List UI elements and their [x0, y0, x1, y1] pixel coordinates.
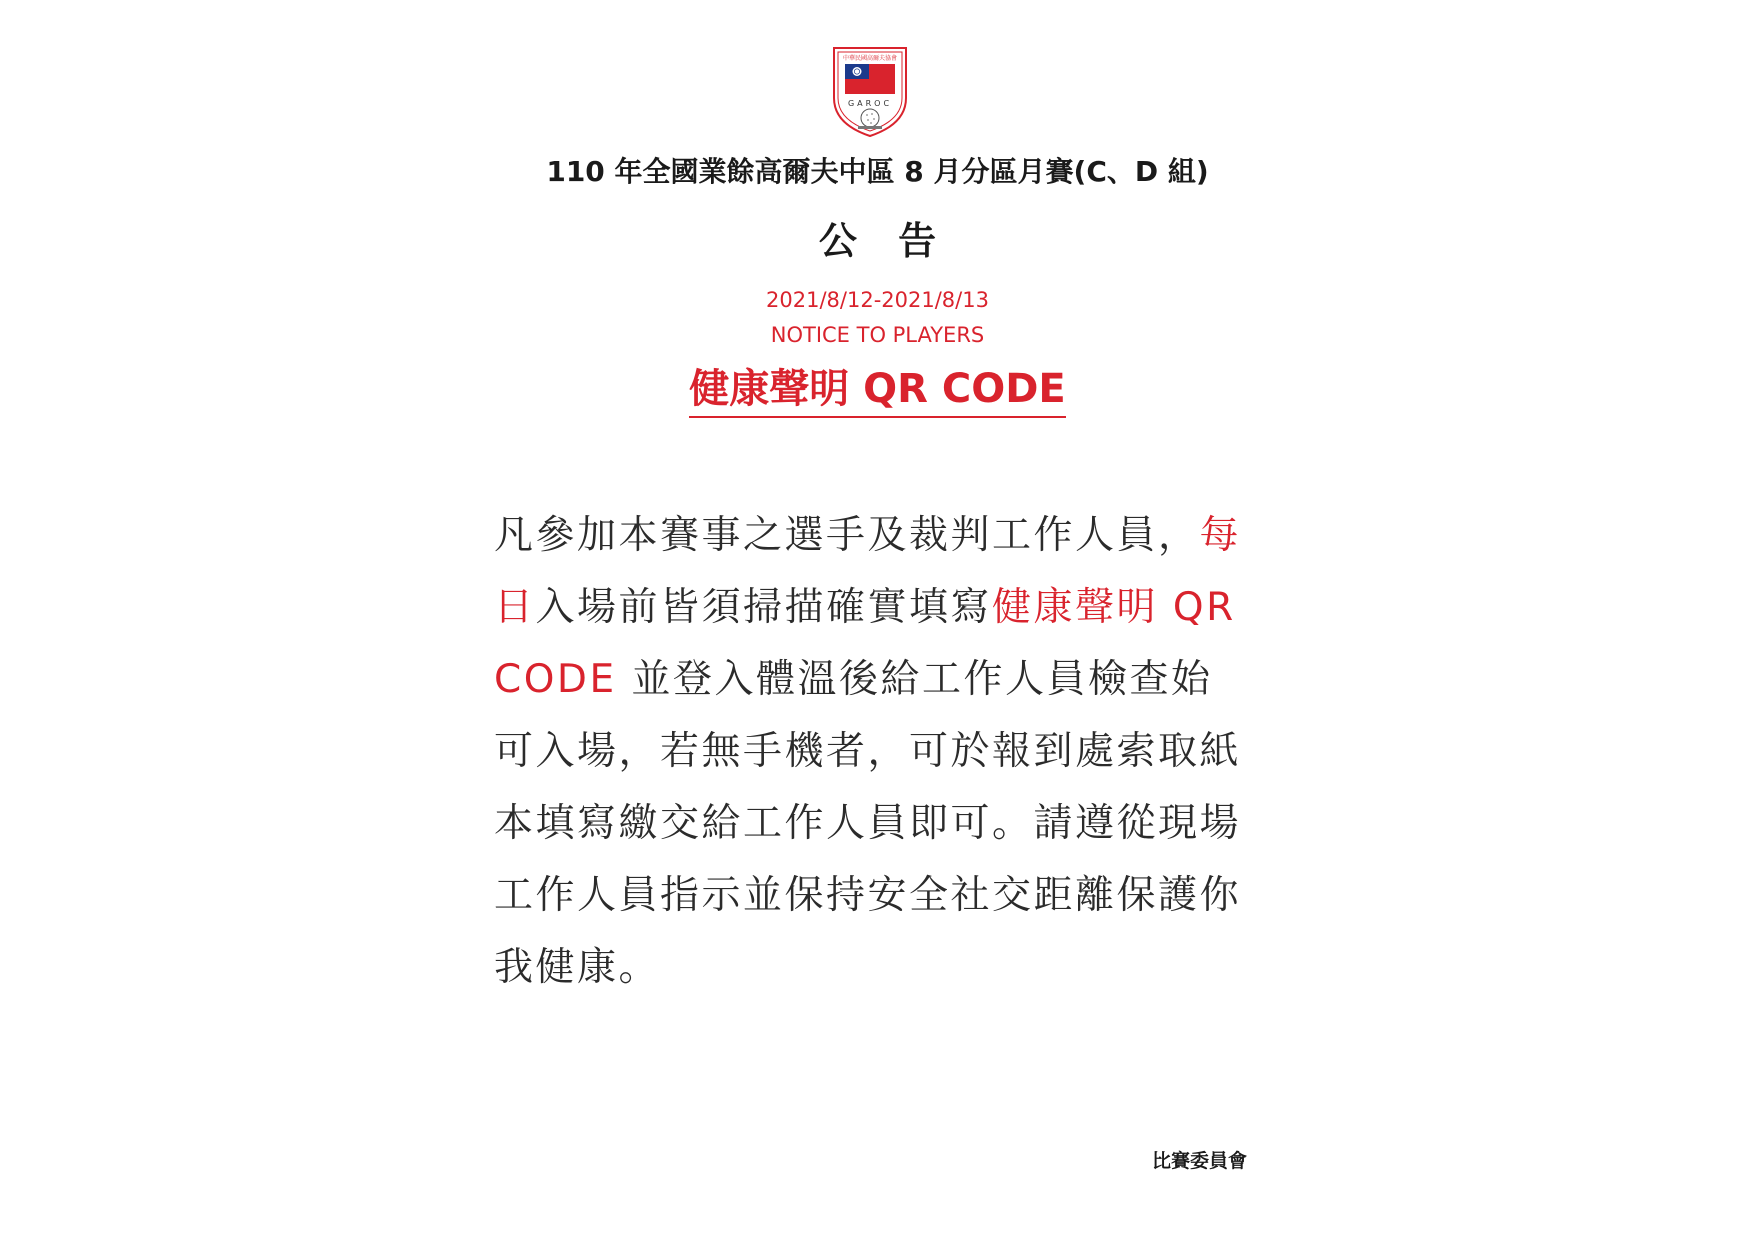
body-segment-1: 凡參加本賽事之選手及裁判工作人員，	[494, 513, 1200, 558]
emblem-text: 中華民國高爾夫協會	[842, 55, 898, 62]
body-segment-qr-code: 健康聲明 QR CODE	[494, 585, 1236, 702]
notice-to-players: NOTICE TO PLAYERS	[770, 323, 985, 347]
announcement-body	[494, 500, 1242, 1004]
date-range: 2021/8/12-2021/8/13	[766, 288, 989, 312]
event-title: 110 年全國業餘高爾夫中區 8 月分區月賽(C、D 組)	[546, 155, 1209, 188]
committee-signature: 比賽委員會	[1152, 1150, 1248, 1172]
body-segment-5: 並登入體溫後給工作人員檢查始可入場，若無手機者，可於報到處索取紙本填寫繳交給工作人員即可。請遵從現場工作人員指示並保持安全社交距離保護你我健康。	[494, 657, 1242, 990]
garoc-emblem-icon	[828, 42, 912, 138]
emblem-letters: GAROC	[847, 99, 893, 108]
health-declaration-headline: 健康聲明 QR CODE	[689, 366, 1066, 418]
body-segment-daily: 每日	[494, 513, 1242, 630]
garoc-logo	[828, 42, 912, 138]
notice-heading: 公 告	[818, 219, 951, 263]
body-segment-3: 入場前皆須掃描確實填寫	[535, 585, 993, 630]
